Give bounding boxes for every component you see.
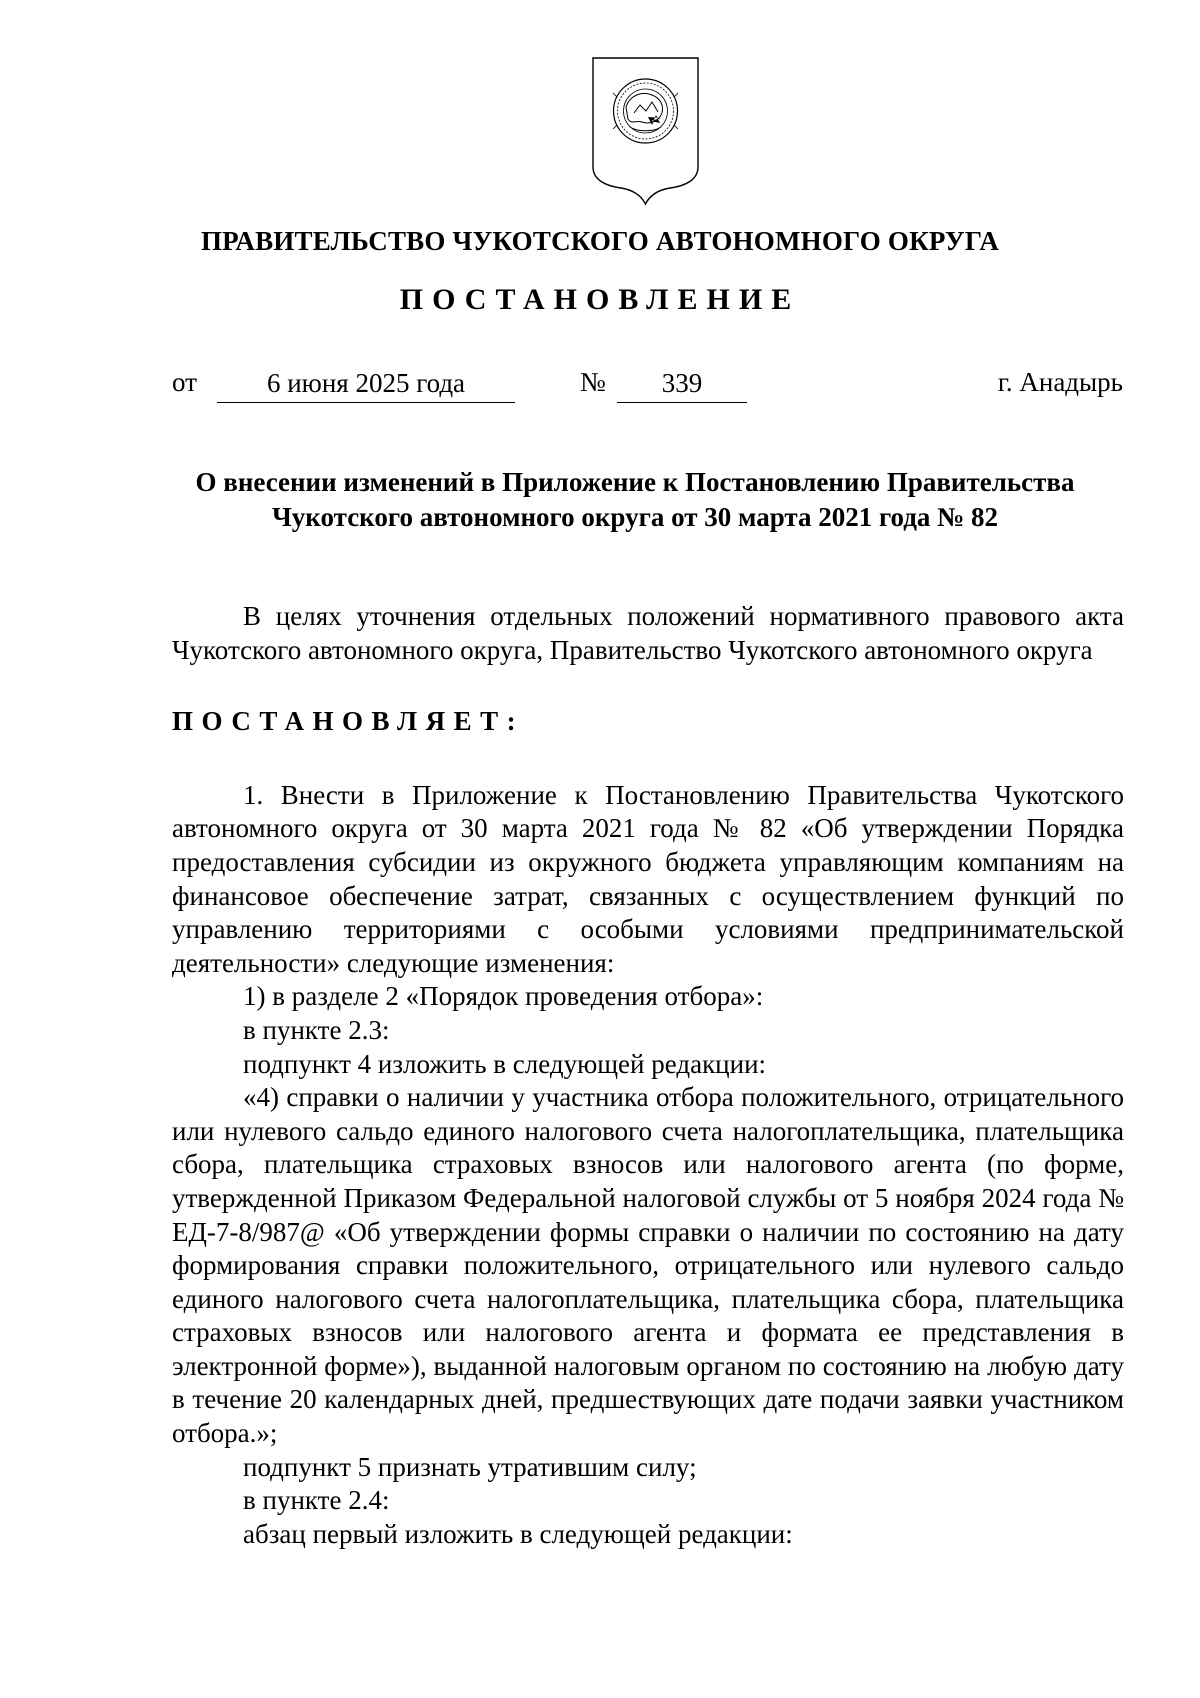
preamble: В целях уточнения отдельных положений нормативного правового акта Чукотского автономного округа, Правительство Чукотского автономного округа <box>172 601 1124 665</box>
subject-line-1: О внесении изменений в Приложение к Постановлению Правительства <box>195 467 1075 497</box>
document-subject <box>150 465 1120 535</box>
paragraph-subpoint-4-text: «4) справки о наличии у участника отбора положительного, отрицательного или нулевого сальдо единого налогового счета налогоплательщика, плательщика сбора, плательщика страховых взносов или налогового агента (по форме, утвержденной Приказом Федеральной налоговой службы от 5 ноября 2024 года № ЕД-7-8/987@ «Об утверждении формы справки о наличии по состоянию на дату формирования справки положительного, отрицательного или нулевого сальдо единого налогового счета налогоплательщика, плательщика сбора, плательщика страховых взносов или налогового агента и формата ее представления в электронной форме»), выданной налоговым органом по состоянию на любую дату в течение 20 календарных дней, предшествующих дате подачи заявки участником отбора.»; <box>172 1082 1124 1449</box>
document-body <box>172 600 1124 1551</box>
decree-heading: ПОСТАНОВЛЯЕТ: <box>172 706 525 737</box>
organization-name: ПРАВИТЕЛЬСТВО ЧУКОТСКОГО АВТОНОМНОГО ОКРУГА <box>200 226 1000 256</box>
paragraph-point-2-4: в пункте 2.4: <box>243 1485 390 1516</box>
document-number: 339 <box>617 366 747 403</box>
paragraph-first-abzac: абзац первый изложить в следующей редакции: <box>243 1518 793 1549</box>
subject-line-2: Чукотского автономного округа от 30 марта 2021 года № 82 <box>271 502 999 532</box>
city: г. Анадырь <box>997 367 1123 397</box>
paragraph-1: 1. Внести в Приложение к Постановлению Правительства Чукотского автономного округа от 30 марта 2021 года № 82 «Об утверждении Порядка предоставления субсидии из окружного бюджета управляющим компаниям на финансовое обеспечение затрат, связанных с осуществлением функций по управлению территориями с особыми условиями предпринимательской деятельности» следующие изменения: <box>172 779 1124 978</box>
paragraph-point-2-3: в пункте 2.3: <box>243 1014 390 1045</box>
date-label: от <box>172 367 197 397</box>
paragraph-section-2: 1) в разделе 2 «Порядок проведения отбора»: <box>243 981 764 1012</box>
number-label: № <box>580 367 606 397</box>
paragraph-subpoint-4-intro: подпункт 4 изложить в следующей редакции: <box>243 1048 767 1079</box>
document-type: ПОСТАНОВЛЕНИЕ <box>399 283 801 316</box>
document-date: 6 июня 2025 года <box>217 366 515 403</box>
chukotka-coat-of-arms-icon <box>590 55 701 207</box>
paragraph-subpoint-5: подпункт 5 признать утратившим силу; <box>243 1451 697 1482</box>
